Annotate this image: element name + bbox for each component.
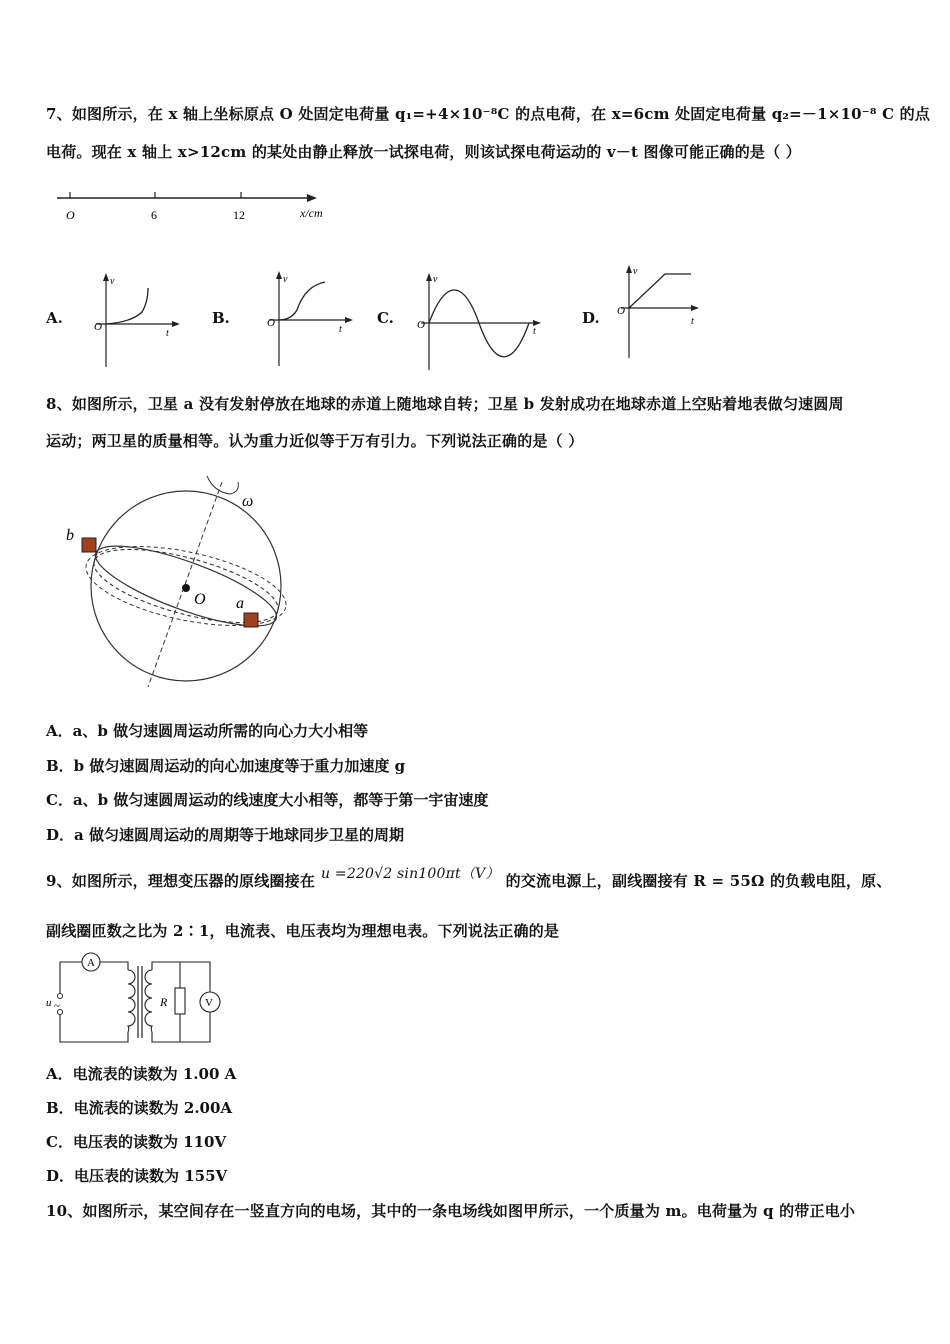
t-label: t: [691, 316, 694, 327]
q9-stem-pre: 9、如图所示，理想变压器的原线圈接在: [46, 872, 316, 890]
q9-voltage-formula: u =220√2 sin100πt（V）: [321, 866, 500, 882]
o-label: O: [417, 319, 425, 331]
t-label: t: [339, 324, 342, 335]
q9-stem-post: 的交流电源上，副线圈接有 R = 55Ω 的负载电阻，原、: [505, 872, 892, 890]
q9-stem-line1: [46, 866, 892, 891]
q7-option-d-label: D.: [582, 309, 600, 327]
q7-stem-line1: 7、如图所示，在 x 轴上坐标原点 O 处固定电荷量 q₁=+4×10⁻⁸C 的点电荷，在 x=6cm 处固定电荷量 q₂=－1×10⁻⁸ C 的点: [46, 105, 931, 123]
q8-stem-line2: 运动；两卫星的质量相等。认为重力近似等于万有引力。下列说法正确的是（ ）: [46, 432, 584, 450]
resistor-label: R: [160, 995, 168, 1009]
v-label: v: [433, 274, 438, 285]
center-o-label: O: [194, 591, 206, 608]
q7-graph-b: [265, 268, 360, 370]
omega-label: ω: [242, 493, 254, 510]
axis-tick-12: 12: [233, 208, 245, 222]
source-tilde: ~: [54, 1000, 60, 1012]
q8-satellite-figure: [62, 472, 292, 692]
q9-option-c[interactable]: C．电压表的读数为 110V: [46, 1133, 227, 1151]
q9-option-a[interactable]: A．电流表的读数为 1.00 A: [46, 1065, 237, 1083]
q8-option-c[interactable]: C．a、b 做匀速圆周运动的线速度大小相等，都等于第一宇宙速度: [46, 791, 489, 809]
q7-x-axis-figure: [55, 188, 345, 228]
o-label: O: [94, 321, 102, 333]
q8-stem-line1: 8、如图所示，卫星 a 没有发射停放在地球的赤道上随地球自转；卫星 b 发射成功在地球赤道上空贴着地表做匀速圆周: [46, 395, 844, 413]
axis-origin-label: O: [66, 208, 75, 222]
q9-option-b[interactable]: B．电流表的读数为 2.00A: [46, 1099, 233, 1117]
v-label: v: [283, 274, 288, 285]
q7-option-c-label: C.: [377, 309, 394, 327]
axis-tick-6: 6: [151, 208, 157, 222]
voltmeter-label: V: [205, 997, 213, 1009]
axis-unit-label: x/cm: [300, 206, 323, 220]
o-label: O: [617, 305, 625, 317]
q9-option-d[interactable]: D．电压表的读数为 155V: [46, 1167, 228, 1185]
q8-option-b[interactable]: B．b 做匀速圆周运动的向心加速度等于重力加速度 g: [46, 757, 406, 775]
q8-option-d[interactable]: D．a 做匀速圆周运动的周期等于地球同步卫星的周期: [46, 826, 404, 844]
q7-graph-c: [417, 270, 547, 374]
q7-option-b-label: B.: [212, 309, 230, 327]
q10-stem-line1: 10、如图所示，某空间存在一竖直方向的电场，其中的一条电场线如图甲所示，一个质量为 m。电荷量为 q 的带正电小: [46, 1202, 856, 1220]
t-label: t: [533, 326, 536, 337]
source-u-label: u: [46, 997, 52, 1009]
o-label: O: [267, 317, 275, 329]
q9-transformer-circuit: [44, 952, 234, 1048]
q7-graph-d: [617, 262, 707, 362]
satellite-b-label: b: [66, 527, 74, 544]
v-label: v: [110, 276, 115, 287]
q8-option-a[interactable]: A．a、b 做匀速圆周运动所需的向心力大小相等: [46, 722, 369, 740]
q9-stem-line2: 副线圈匝数之比为 2∶1，电流表、电压表均为理想电表。下列说法正确的是: [46, 922, 560, 940]
v-label: v: [633, 266, 638, 277]
ammeter-label: A: [87, 957, 95, 969]
q7-stem-line2: 电荷。现在 x 轴上 x>12cm 的某处由静止释放一试探电荷，则该试探电荷运动的 v－t 图像可能正确的是（ ）: [46, 143, 801, 161]
satellite-a-label: a: [236, 595, 244, 612]
q7-graph-a: [92, 272, 187, 372]
q7-option-a-label: A.: [46, 309, 63, 327]
t-label: t: [166, 328, 169, 339]
